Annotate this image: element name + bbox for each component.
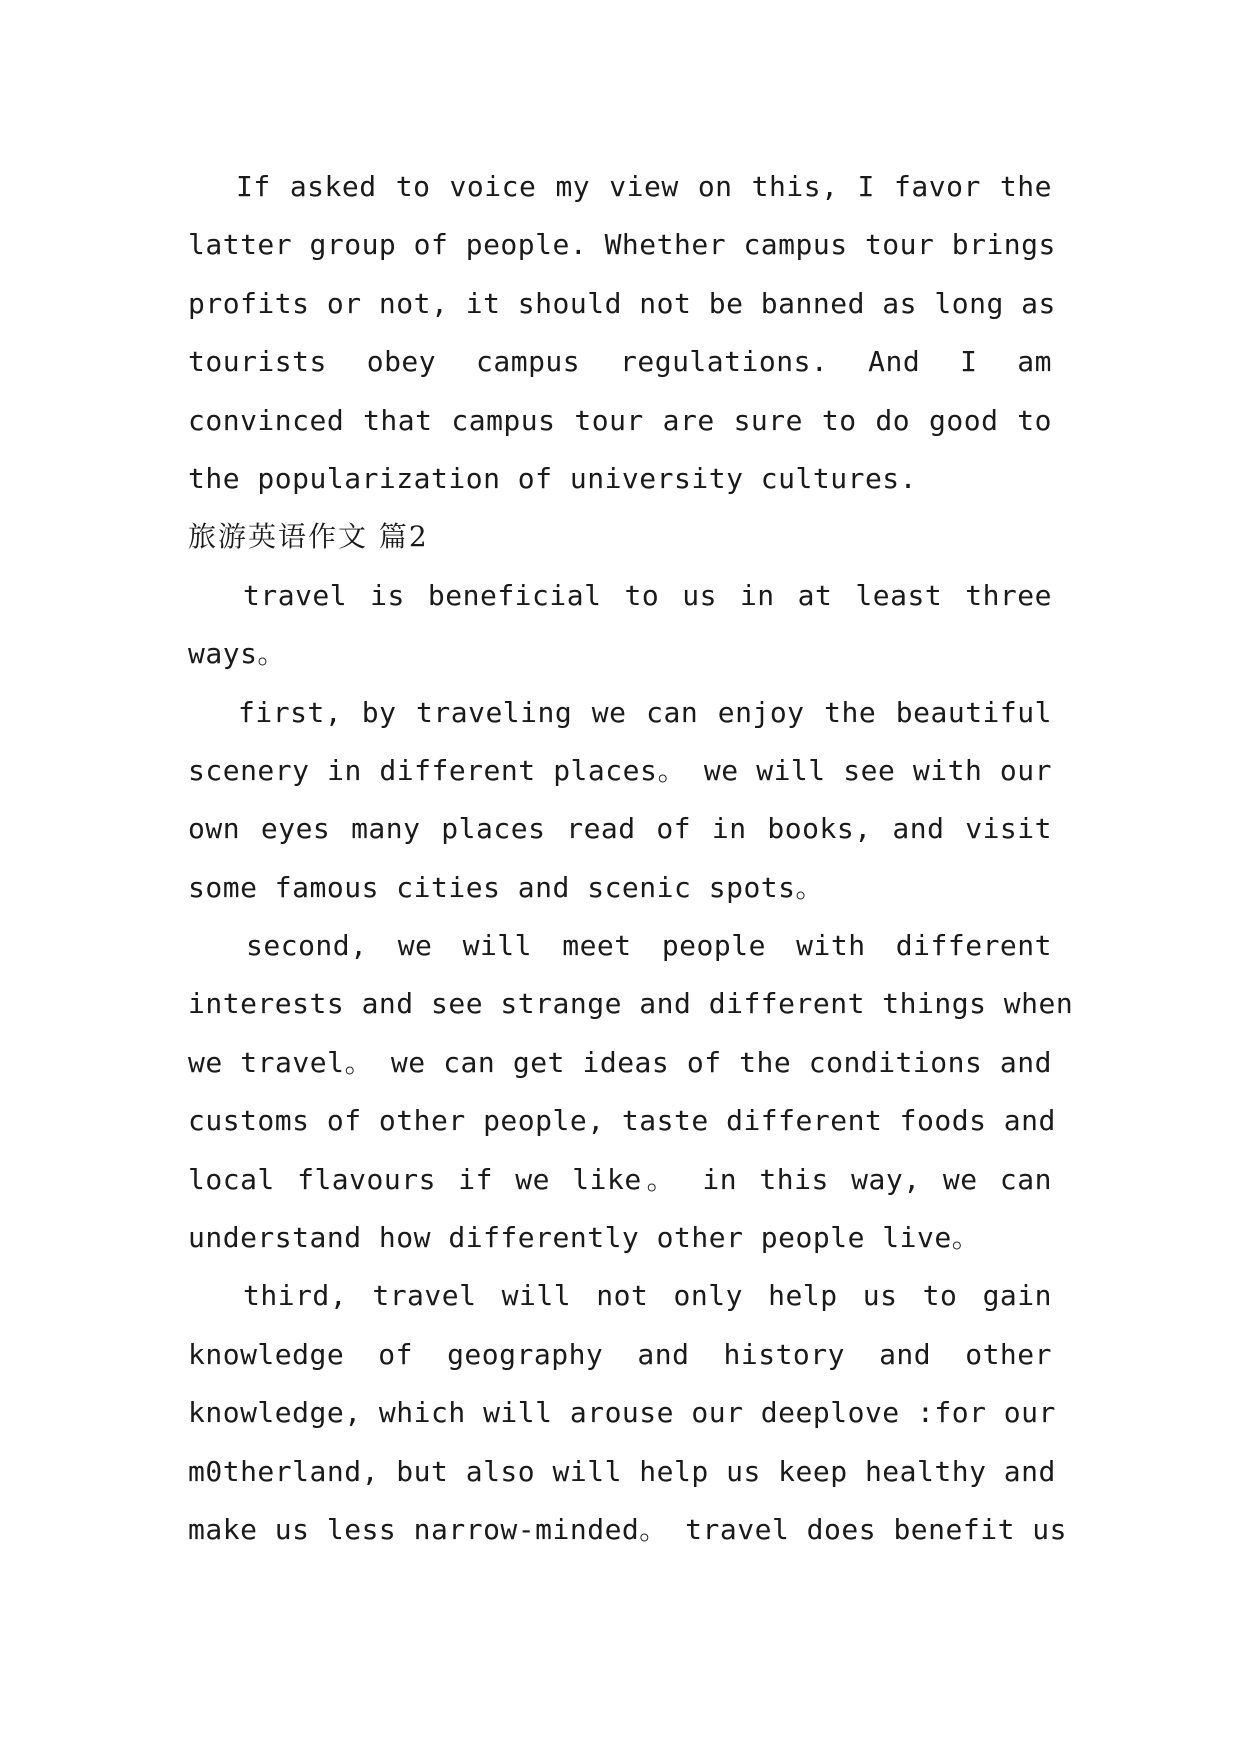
document-page (188, 158, 1074, 1559)
text-line: some famous cities and scenic spots。 (188, 870, 825, 904)
text-line: travel is beneficial to us in at least three (243, 578, 1052, 612)
text-line: scenery in different places。 we will see with our (188, 753, 1052, 787)
text-line: local flavours if we like。 in this way, we can (188, 1162, 1052, 1196)
text-line: m0therland, but also will help us keep healthy and (188, 1454, 1056, 1488)
text-line: customs of other people, taste different foods and (188, 1104, 1056, 1138)
text-line: knowledge of geography and history and other (188, 1337, 1052, 1371)
text-line: interests and see strange and different things when (188, 987, 1074, 1021)
text-line: own eyes many places read of in books, and visit (188, 812, 1052, 846)
text-line: latter group of people. Whether campus tour brings (188, 228, 1056, 262)
text-line: third, travel will not only help us to gain (243, 1279, 1052, 1313)
text-line: second, we will meet people with different (246, 929, 1052, 963)
text-line: profits or not, it should not be banned as long as (188, 286, 1056, 320)
text-line: make us less narrow-minded。 travel does benefit us (188, 1512, 1068, 1546)
text-line: first, by traveling we can enjoy the beautiful (238, 695, 1052, 729)
text-line: If asked to voice my view on this, I favor the (236, 170, 1052, 203)
text-line: we travel。 we can get ideas of the conditions and (188, 1045, 1052, 1079)
text-line: the popularization of university cultures. (188, 461, 918, 495)
text-line: knowledge, which will arouse our deeplove :for our (188, 1396, 1056, 1430)
section-heading: 旅游英语作文 篇2 (188, 520, 429, 554)
text-line: ways。 (188, 637, 286, 671)
text-line: convinced that campus tour are sure to do good to (188, 403, 1052, 437)
text-line: understand how differently other people live。 (188, 1221, 981, 1255)
text-line: tourists obey campus regulations. And I am (188, 345, 1052, 379)
